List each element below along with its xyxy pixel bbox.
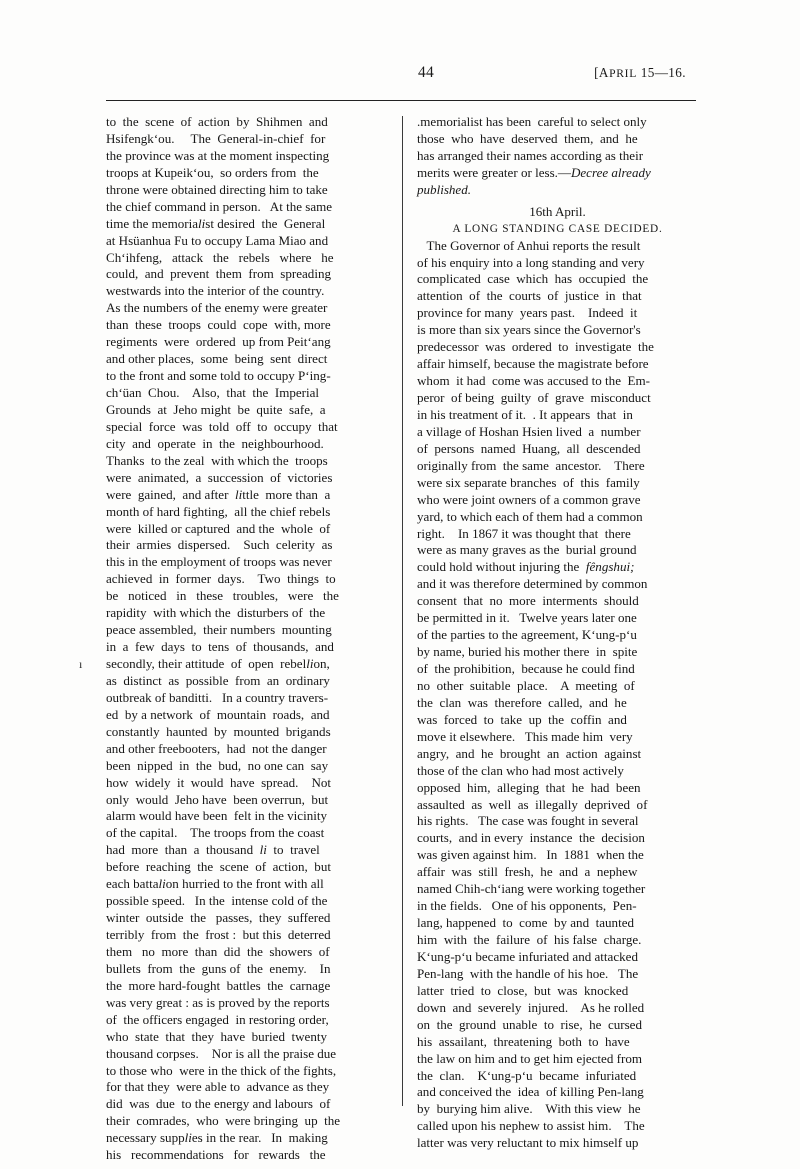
text-line: attention of the courts of justice in that bbox=[417, 288, 642, 304]
text-line bbox=[417, 182, 698, 199]
text-line: secondly, their attitude of open rebellion, bbox=[106, 656, 330, 671]
text-line: Ch‘ihfeng, attack the rebels where he bbox=[106, 249, 334, 265]
text-line: affair was still fresh, he and a nephew bbox=[417, 864, 638, 880]
text-line: yard, to which each of them had a common bbox=[417, 508, 643, 524]
text-line: whom it had come was accused to the Em- bbox=[417, 373, 650, 389]
text-line: special force was told off to occupy that bbox=[106, 418, 338, 434]
text-line: of the prohibition, because he could find bbox=[417, 661, 635, 676]
text-line: troops at Kupeik‘ou, so orders from the bbox=[106, 164, 319, 180]
text-line: in his treatment of it. . It appears that in bbox=[417, 406, 633, 422]
text-line: be permitted in it. Twelve years later one bbox=[417, 610, 637, 626]
italic-term: li bbox=[234, 486, 243, 502]
text-line: a village of Hoshan Hsien lived a number bbox=[417, 423, 641, 439]
italic-term: fêngshui; bbox=[585, 559, 635, 575]
text-line: .memorialist has been careful to select only bbox=[417, 114, 647, 129]
text-line: throne were obtained directing him to take bbox=[106, 181, 328, 197]
text-line: could, and prevent them from spreading bbox=[106, 266, 331, 282]
text-line: opposed him, alleging that he had been bbox=[417, 779, 641, 795]
text-line: this in the employment of troops was never bbox=[106, 554, 332, 570]
text-line: of persons named Huang, all descended bbox=[417, 440, 641, 456]
text-line: in the fields. One of his opponents, Pen- bbox=[417, 898, 637, 914]
text-line: outbreak of banditti. In a country travers- bbox=[106, 689, 329, 705]
running-head-bracket: [ bbox=[594, 65, 599, 80]
text-line: ed by a network of mountain roads, and bbox=[106, 706, 330, 722]
text-line: Pen-lang with the handle of his hoe. The bbox=[417, 965, 639, 981]
left-text-column bbox=[106, 114, 387, 1164]
text-line: assaulted as well as illegally deprived of bbox=[417, 796, 648, 812]
text-line: consent that no more interments should bbox=[417, 593, 639, 609]
text-line: than these troops could cope with, more bbox=[106, 317, 331, 333]
text-line: is more than six years since the Governor's bbox=[417, 322, 641, 338]
text-line: who were joint owners of a common grave bbox=[417, 491, 641, 507]
right-text-column bbox=[417, 114, 698, 1152]
text-line: move it elsewhere. This made him very bbox=[417, 728, 633, 744]
text-line: the law on him and to get him ejected from bbox=[417, 1050, 642, 1066]
decree-italic-continued: published. bbox=[417, 181, 471, 197]
text-line: the clan. K‘ung-p‘u became infuriated bbox=[417, 1067, 637, 1083]
date-heading: 16th April. bbox=[529, 203, 586, 219]
text-line: rapidity with which the disturbers of the bbox=[106, 605, 326, 621]
text-line: and it was therefore determined by common bbox=[417, 576, 648, 592]
text-line: were gained, and after little more than a bbox=[106, 486, 331, 502]
text-line: and other places, some being sent direct bbox=[106, 351, 328, 367]
text-line: constantly haunted by mounted brigands bbox=[106, 723, 331, 739]
text-line: him with the failure of his false charge. bbox=[417, 932, 642, 947]
text-line: Thanks to the zeal with which the troops bbox=[106, 452, 328, 468]
text-line: K‘ung-p‘u became infuriated and attacked bbox=[417, 948, 638, 964]
text-line: as distinct as possible from an ordinary bbox=[106, 672, 330, 688]
text-line: by burying him alive. With this view he bbox=[417, 1101, 641, 1117]
text-line: was given against him. In 1881 when the bbox=[417, 847, 644, 863]
text-line: were killed or captured and the whole of bbox=[106, 520, 331, 536]
italic-term: li bbox=[198, 215, 206, 231]
running-head-month: APRIL bbox=[598, 65, 638, 80]
text-line: peror of being guilty of grave misconduct bbox=[417, 390, 651, 405]
column-divider-rule bbox=[402, 116, 403, 1106]
section-heading: A LONG STANDING CASE DECIDED. bbox=[452, 222, 663, 235]
text-line: down and severely injured. As he rolled bbox=[417, 999, 645, 1015]
text-line: of the officers engaged in restoring order, bbox=[106, 1011, 329, 1027]
text-line: those who have deserved them, and he bbox=[417, 130, 638, 146]
text-line: Grounds at Jeho might be quite safe, a bbox=[106, 401, 326, 417]
text-line: on the ground unable to rise, he cursed bbox=[417, 1016, 643, 1032]
italic-term: li bbox=[184, 1130, 192, 1146]
text-line: westwards into the interior of the country. bbox=[106, 283, 325, 299]
text-line: the chief command in person. At the same bbox=[106, 198, 333, 214]
page-number: 44 bbox=[418, 64, 435, 81]
text-line: no other suitable place. A meeting of bbox=[417, 677, 635, 693]
text-line: his recommendations for rewards the bbox=[106, 1147, 326, 1163]
text-line: city and operate in the neighbourhood. bbox=[106, 435, 324, 451]
decree-italic: Decree already bbox=[570, 164, 651, 180]
text-line: be noticed in these troubles, were the bbox=[106, 588, 339, 604]
text-line: necessary supplies in the rear. In making bbox=[106, 1130, 328, 1146]
text-line: the clan was therefore called, and he bbox=[417, 694, 627, 710]
text-line: his assailant, threatening both to have bbox=[417, 1033, 630, 1049]
text-line: before reaching the scene of action, but bbox=[106, 859, 331, 875]
text-line: complicated case which has occupied the bbox=[417, 271, 649, 287]
text-line: in a few days to tens of thousands, and bbox=[106, 639, 334, 655]
text-line: province for many years past. Indeed it bbox=[417, 305, 638, 321]
running-head-date bbox=[594, 65, 686, 81]
text-line: them no more than did the showers of bbox=[106, 943, 330, 959]
text-line: Hsifengk‘ou. The General-in-chief for bbox=[106, 130, 326, 146]
text-line: only would Jeho have been overrun, but bbox=[106, 791, 329, 807]
text-line: how widely it would have spread. Not bbox=[106, 774, 332, 790]
text-line: their comrades, who were bringing up the bbox=[106, 1113, 341, 1129]
text-line: time the memorialist desired the General bbox=[106, 215, 326, 231]
text-line: month of hard fighting, all the chief rebels bbox=[106, 503, 331, 519]
text-line: terribly from the frost : but this deterred bbox=[106, 927, 331, 942]
text-line: to the front and some told to occupy P‘ing- bbox=[106, 368, 331, 384]
text-line: of the parties to the agreement, K‘ung-p‘u bbox=[417, 627, 637, 643]
text-line: at Hsüanhua Fu to occupy Lama Miao and bbox=[106, 232, 329, 248]
text-line: peace assembled, their numbers mounting bbox=[106, 622, 332, 638]
text-line: were animated, a succession of victories bbox=[106, 469, 333, 485]
text-line: merits were greater or less.—Decree already bbox=[417, 164, 651, 180]
text-line: the province was at the moment inspecting bbox=[106, 147, 330, 163]
text-line: angry, and he brought an action against bbox=[417, 745, 642, 761]
text-line: latter was very reluctant to mix himself up bbox=[417, 1135, 639, 1151]
text-line: As the numbers of the enemy were greater bbox=[106, 300, 328, 316]
text-line: who state that they have buried twenty bbox=[106, 1028, 328, 1044]
text-line: regiments were ordered up from Peit‘ang bbox=[106, 334, 331, 350]
text-line: winter outside the passes, they suffered bbox=[106, 910, 331, 926]
text-line: his rights. The case was fought in several bbox=[417, 813, 639, 829]
text-line: for that they were able to advance as they bbox=[106, 1079, 330, 1095]
text-line: were six separate branches of this family bbox=[417, 474, 640, 490]
text-line: has arranged their names according as their bbox=[417, 147, 644, 163]
text-line: by name, buried his mother there in spite bbox=[417, 644, 638, 660]
text-line: latter tried to close, but was knocked bbox=[417, 982, 629, 998]
italic-term: li bbox=[259, 842, 267, 858]
text-line: each battalion hurried to the front with all bbox=[106, 876, 324, 892]
text-line: thousand corpses. Nor is all the praise due bbox=[106, 1045, 337, 1061]
text-line: was very great : as is proved by the reports bbox=[106, 994, 330, 1010]
text-line: originally from the same ancestor. There bbox=[417, 457, 645, 473]
text-line: to those who were in the thick of the fights, bbox=[106, 1062, 337, 1078]
text-line: and conceived the idea of killing Pen-lang bbox=[417, 1084, 644, 1100]
running-head bbox=[108, 64, 696, 90]
text-line: courts, and in every instance the decision bbox=[417, 830, 645, 846]
text-line: were as many graves as the burial ground bbox=[417, 542, 637, 558]
italic-term: li bbox=[158, 876, 166, 892]
text-line: right. In 1867 it was thought that there bbox=[417, 525, 631, 541]
text-line: and other freebooters, had not the danger bbox=[106, 740, 327, 756]
text-line: possible speed. In the intense cold of the bbox=[106, 893, 328, 909]
text-line: been nipped in the bud, no one can say bbox=[106, 757, 329, 773]
text-line: could hold without injuring the fêngshui; bbox=[417, 559, 635, 575]
text-line: alarm would have been felt in the vicinity bbox=[106, 808, 328, 824]
text-line: the more hard-fought battles the carnage bbox=[106, 977, 331, 993]
italic-term: li bbox=[306, 656, 314, 671]
text-line: did was due to the energy and labours of bbox=[106, 1096, 331, 1112]
text-line: bullets from the guns of the enemy. In bbox=[106, 960, 331, 976]
text-line: those of the clan who had most actively bbox=[417, 762, 624, 778]
text-line: achieved in former days. Two things to bbox=[106, 571, 336, 587]
text-line: predecessor was ordered to investigate the bbox=[417, 339, 654, 355]
text-line: affair himself, because the magistrate before bbox=[417, 356, 649, 372]
margin-tick-mark: ı bbox=[79, 657, 83, 671]
text-line: was forced to take up the coffin and bbox=[417, 711, 627, 727]
text-line: lang, happened to come by and taunted bbox=[417, 915, 635, 931]
text-line: named Chih-ch‘iang were working together bbox=[417, 881, 646, 897]
text-line: of the capital. The troops from the coast bbox=[106, 825, 325, 841]
running-head-dates: 15—16. bbox=[637, 65, 686, 80]
text-line: The Governor of Anhui reports the result bbox=[417, 237, 641, 253]
text-line: their armies dispersed. Such celerity as bbox=[106, 537, 333, 553]
text-line: had more than a thousand li to travel bbox=[106, 842, 320, 858]
text-line: of his enquiry into a long standing and very bbox=[417, 254, 645, 270]
header-divider-rule bbox=[106, 100, 696, 101]
text-line: called upon his nephew to assist him. The bbox=[417, 1118, 645, 1134]
text-line: ch‘üan Chou. Also, that the Imperial bbox=[106, 385, 320, 400]
text-line: to the scene of action by Shihmen and bbox=[106, 114, 328, 129]
